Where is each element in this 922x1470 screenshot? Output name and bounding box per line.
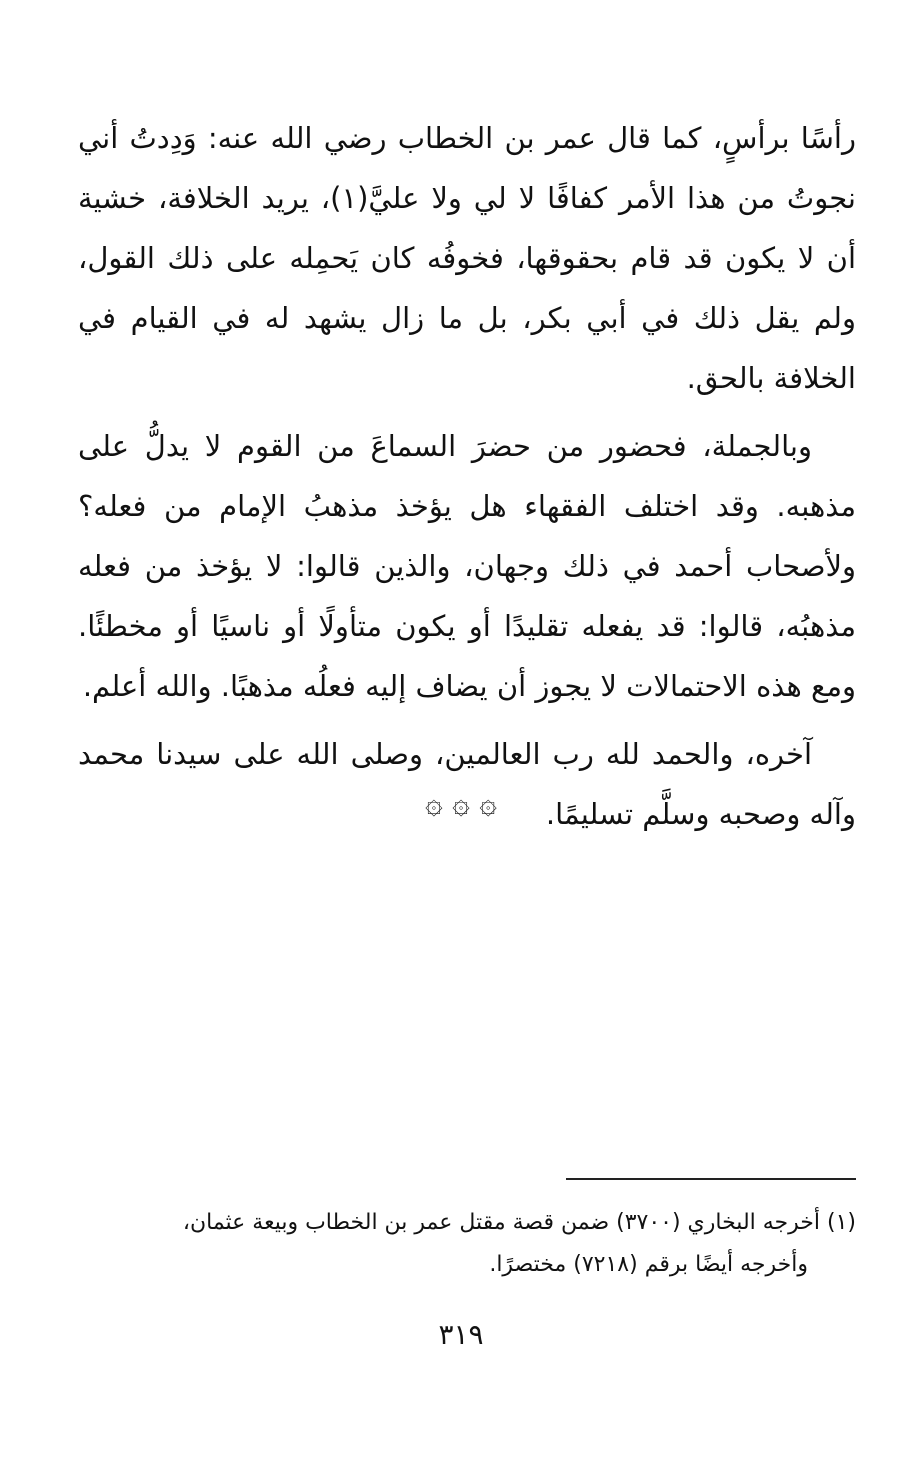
paragraph-3: آخره، والحمد لله رب العالمين، وصلى الله على سيدنا محمد وآله وصحبه وسلَّم تسليمًا. xyxy=(78,737,856,831)
page-number: ٣١٩ xyxy=(438,1318,484,1351)
paragraph-2: وبالجملة، فحضور من حضرَ السماعَ من القوم لا يدلُّ على مذهبه. وقد اختلف الفقهاء هل يؤخذ مذهبُ الإمام من فعله؟ ولأصحاب أحمد في ذلك وجهان، والذين قالوا: لا يؤخذ من فعله مذهبُه، قالوا: قد يفعله تقليدًا أو يكون متأولًا أو ناسيًا أو مخطئًا. ومع هذه الاحتمالات لا يجوز أن يضاف إليه فعلُه مذهبًا. والله أعلم. xyxy=(78,429,856,703)
section-end-ornament: ۞ ۞ ۞ xyxy=(425,786,497,821)
footnote-line-2: وأخرجه أيضًا برقم (٧٢١٨) مختصرًا. xyxy=(489,1252,808,1277)
footnote-separator xyxy=(566,1178,856,1180)
paragraph-1: رأسًا برأسٍ، كما قال عمر بن الخطاب رضي الله عنه: وَدِدتُ أني نجوتُ من هذا الأمر كفافًا لا لي ولا عليَّ(١)، يريد الخلافة، خشية أن لا يكون قد قام بحقوقها، فخوفُه كان يَحمِله على ذلك القول، ولم يقل ذلك في أبي بكر، بل ما زال يشهد له في القيام في الخلافة بالحق. xyxy=(78,121,857,395)
footnote xyxy=(74,1202,856,1286)
footnote-line-1: (١) أخرجه البخاري (٣٧٠٠) ضمن قصة مقتل عمر بن الخطاب وبيعة عثمان، xyxy=(182,1210,856,1235)
main-text xyxy=(78,108,856,844)
